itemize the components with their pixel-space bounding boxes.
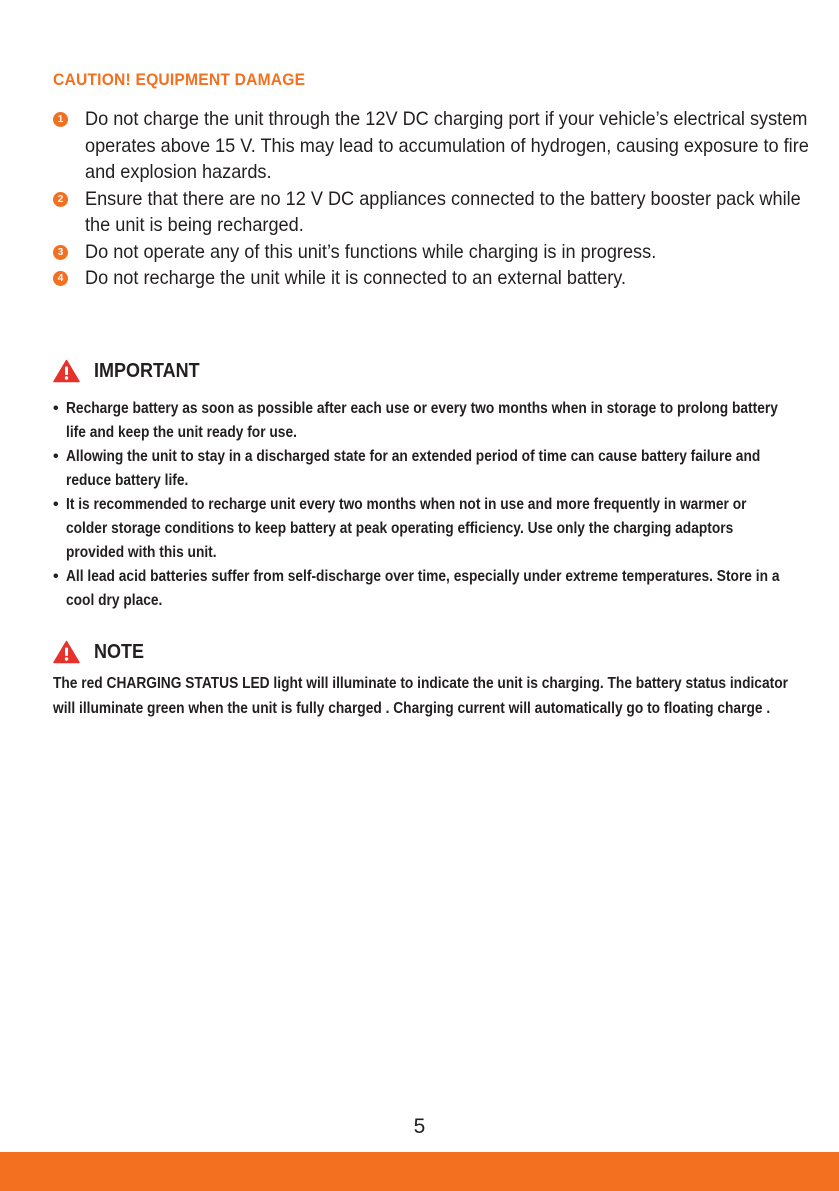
- important-list: [53, 397, 813, 613]
- list-item: [53, 493, 813, 565]
- bullet: •: [53, 448, 59, 465]
- number-2-icon: 2: [53, 192, 68, 207]
- note-title: NOTE: [94, 640, 145, 663]
- caution-item: [53, 265, 813, 292]
- number-4-icon: 4: [53, 271, 68, 286]
- number-1-icon: 1: [53, 112, 68, 127]
- note-heading: [53, 639, 150, 665]
- list-item-text: It is recommended to recharge unit every two months when not in use and more frequently in warmer or colder storage conditions to keep battery at peak operating efficiency. Use only the charging adaptors provided with this unit.: [66, 496, 747, 561]
- caution-item-text: Ensure that there are no 12 V DC appliances connected to the battery booster pack while the unit is being recharged.: [85, 187, 801, 236]
- list-item: [53, 565, 813, 613]
- caution-item: [53, 106, 813, 186]
- list-item-text: All lead acid batteries suffer from self-discharge over time, especially under extreme temperatures. Store in a cool dry place.: [66, 568, 780, 609]
- footer-bar: [0, 1152, 839, 1191]
- caution-item-text: Do not charge the unit through the 12V DC charging port if your vehicle’s electrical system operates above 15 V. This may lead to accumulation of hydrogen, causing exposure to fire and explosion hazards.: [85, 108, 809, 183]
- caution-item-text: Do not operate any of this unit’s functions while charging is in progress.: [85, 240, 657, 263]
- warning-triangle-icon: [53, 640, 80, 664]
- note-text: The red CHARGING STATUS LED light will illuminate to indicate the unit is charging. The battery status indicator will illuminate green when the unit is fully charged . Charging current will automatically go to floating charge .: [53, 675, 788, 717]
- important-heading: [53, 358, 211, 384]
- caution-item: [53, 239, 813, 266]
- list-item: [53, 397, 813, 445]
- caution-item: [53, 186, 813, 239]
- caution-item-text: Do not recharge the unit while it is connected to an external battery.: [85, 267, 627, 289]
- caution-list: [53, 106, 813, 292]
- list-item-text: Recharge battery as soon as possible after each use or every two months when in storage to prolong battery life and keep the unit ready for use.: [66, 400, 778, 441]
- warning-triangle-icon: [53, 359, 80, 383]
- list-item-text: Allowing the unit to stay in a discharged state for an extended period of time can cause battery failure and reduce battery life.: [66, 448, 761, 489]
- number-3-icon: 3: [53, 245, 68, 260]
- bullet: •: [53, 496, 59, 513]
- bullet: •: [53, 568, 59, 585]
- list-item: [53, 445, 813, 493]
- page-number: 5: [413, 1115, 426, 1138]
- important-title: IMPORTANT: [94, 359, 200, 382]
- caution-title: CAUTION! EQUIPMENT DAMAGE: [53, 70, 306, 89]
- bullet: •: [53, 400, 59, 417]
